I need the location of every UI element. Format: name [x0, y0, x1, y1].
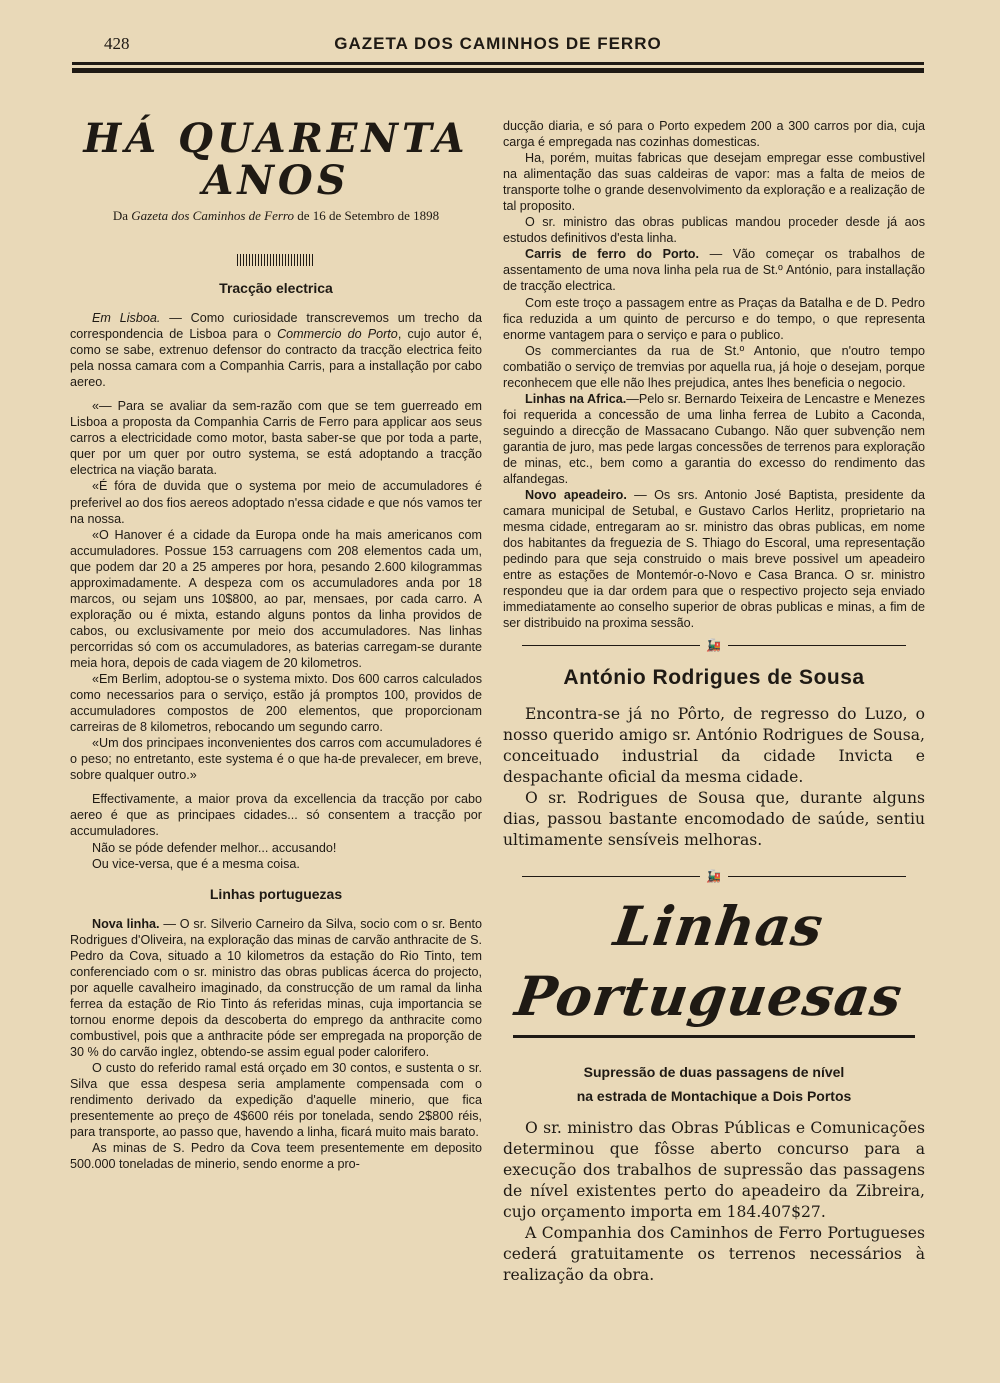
- page-header: [72, 34, 924, 62]
- paragraph: Ha, porém, muitas fabricas que desejam empregar esse combustivel na alimentação das suas caldeiras de vapor: mas a falta de meios de transporte tolhe o grande desenvolvimento da exploração e a realização de tal proposito.: [503, 151, 925, 214]
- subheading-line-1: Supressão de duas passagens de nível: [583, 1063, 845, 1080]
- paragraph-lead: Linhas na Africa.: [525, 391, 627, 406]
- paragraph: ducção diaria, e só para o Porto expedem 200 a 300 carros por dia, cuja carga é empregada nas cozinhas domesticas.: [503, 119, 925, 150]
- header-rule-thin: [72, 62, 924, 65]
- dateline-pre: Da: [112, 208, 132, 223]
- paragraph-lead: Carris de ferro do Porto.: [525, 247, 699, 262]
- paragraph-lead: Novo apeadeiro.: [525, 488, 627, 503]
- ornament-divider: [237, 254, 315, 266]
- paragraph: «Em Berlim, adoptou-se o systema mixto. Dos 600 carros calculados como necessarios para o serviço, estão já promptos 100, providos de accumuladores compostos de 200 elementos, que proporcionam carreiras de 8 kilometros, rebocando um segundo carro.: [70, 672, 482, 735]
- paragraph: Effectivamente, a maior prova da excellencia da tracção por cabo aereo é que as principaes cidades... só consentem a tracção por accumuladores.: [70, 792, 482, 839]
- paragraph-text: , cujo autor é, como se sabe, extrenuo defensor do contracto da tracção electrica feito pela nossa camara com a Companhia Carris, para a installação por cabo aereo.: [70, 327, 483, 390]
- paragraph: Os commerciantes da rua de St.º Antonio, que n'outro tempo combatião o serviço de tremvias por aquella rua, já hoje o desejam, porque reconhecem que elle não lhes prejudica, antes lhes beneficia o negocio.: [503, 343, 925, 390]
- dateline-post: de 16 de Setembro de 1898: [294, 208, 440, 223]
- locomotive-divider-icon: 🚂: [503, 869, 925, 883]
- paragraph: Não se póde defender melhor... accusando!: [92, 840, 337, 855]
- paragraph: O sr. ministro das Obras Públicas e Comunicações determinou que fôsse aberto concurso para a execução dos trabalhos de supressão das passagens de nível existentes perto do apeadeiro da Zibreira, cujo orçamento importa em 184.407$27.: [503, 1118, 925, 1221]
- paragraph: «O Hanover é a cidade da Europa onde ha mais americanos com accumuladores. Possue 153 carruagens com 208 elementos cada um, que podem dar 20 a 25 amperes por hora, pesando 2.600 kilogrammas approximadamente. A despeza com os accumuladores anda por 18 marcos, ou sejam uns 10$800, ao par, mensaes, por cada carro. A exploração ou é mixta, estando alguns pontos da linha providos de cabos, ou exclusivamente por meio dos accumuladores. Nas linhas percorridas só com os accumuladores, as baterias carregam-se durante meia hora, depois de cada viagem de 20 kilometros.: [70, 527, 482, 670]
- article-title: António Rodrigues de Sousa: [563, 665, 865, 689]
- article-subheading: [503, 1060, 925, 1108]
- dateline: [70, 208, 482, 224]
- left-column: [70, 115, 483, 1172]
- locomotive-divider-icon: 🚂: [503, 638, 925, 652]
- paragraph-lead: Nova linha.: [92, 916, 160, 931]
- section-masthead: Linhas Portuguesas: [511, 893, 907, 1028]
- paragraph: [503, 246, 925, 294]
- section-heading-traccao: Tracção electrica: [219, 280, 333, 296]
- header-rule-thick: [72, 68, 924, 73]
- paragraph-text: — O sr. Silverio Carneiro da Silva, socio com o sr. Bento Rodrigues d'Oliveira, na exploração das minas de carvão anthracite de S. Pedro da Cova, situado a 10 kilometros da estação do Rio Tinto, tem conferenciado com o sr. ministro das obras publicas ácerca do projecto, por aquelle cavalheiro imaginado, da construcção de um ramal da linha ferrea da estação de Rio Tinto ás referidas minas, cuja importancia se tornou enorme depois da descoberta do emprego da anthracite como combustivel, pois que a anthracite póde ser empregada na proporção de 30 % do carvão inglez, obtendo-se assim egual poder calorifero.: [70, 916, 482, 1059]
- right-column: [503, 118, 925, 1286]
- paragraph: [70, 310, 482, 390]
- paragraph: Ou vice-versa, que é a mesma coisa.: [92, 856, 300, 871]
- paragraph: [503, 487, 925, 631]
- paragraph: Encontra-se já no Pôrto, de regresso do Luzo, o nosso querido amigo sr. António Rodrigues de Sousa, conceituado industrial da cidade Invicta e despachante oficial da mesma cidade.: [503, 704, 925, 786]
- paragraph: A Companhia dos Caminhos de Ferro Portugueses cederá gratuitamente os terrenos necessários à realização da obra.: [503, 1223, 925, 1284]
- column-title: HÁ QUARENTA ANOS: [83, 115, 469, 204]
- dateline-source: Gazeta dos Caminhos de Ferro: [131, 208, 295, 223]
- paragraph: [503, 391, 925, 487]
- paragraph-text: — Como curiosidade transcrevemos um trecho da correspondencia de Lisboa para o: [70, 311, 482, 342]
- paragraph-text: — Vão começar os trabalhos de assentamento de uma nova linha pela rua de St.º António, para installação de tracção electrica.: [503, 247, 925, 294]
- paragraph: «Um dos principaes inconvenientes dos carros com accumuladores é o peso; no entretanto, este systema é o que ha-de prevalecer, em breve, sobre qualquer outro.»: [70, 736, 482, 783]
- page-number: 428: [104, 34, 130, 53]
- paragraph: O sr. ministro das obras publicas mandou proceder desde já aos estudos definitivos d'esta linha.: [503, 215, 925, 246]
- paragraph: O sr. Rodrigues de Sousa que, durante alguns dias, passou bastante encomodado de saúde, sentiu ultimamente sensíveis melhoras.: [503, 788, 925, 849]
- paragraph-lead: Em Lisboa.: [92, 311, 161, 325]
- paragraph: O custo do referido ramal está orçado em 30 contos, e sustenta o sr. Silva que essa despesa seria amplamente compensada com o rendimento derivado da expedição d'aquelle minerio, que fica presentemente ao preço de 4$600 réis por tonelada, sendo 2$800 réis, para transporte, ao passo que, havendo a linha, ficará muito mais barato.: [70, 1061, 482, 1140]
- subheading-line-2: na estrada de Montachique a Dois Portos: [576, 1087, 852, 1104]
- paragraph: As minas de S. Pedro da Cova teem presentemente em deposito 500.000 toneladas de minerio, sendo enorme a pro-: [70, 1141, 482, 1172]
- paragraph: Com este troço a passagem entre as Praças da Batalha e de D. Pedro fica reduzida a um quinto de percurso e do tempo, o que representa enorme vantagem para o serviço e para o publico.: [503, 295, 925, 342]
- paragraph-text: — Os srs. Antonio José Baptista, presidente da camara municipal de Setubal, e Gustavo Carlos Herlitz, proprietario na mesma cidade, entregaram ao sr. ministro das obras publicas, em nome dos habitantes da freguezia de S. Thiago do Escoral, uma representação pedindo para que seja construido o mais breve possivel um apeadeiro entre as estações de Montemór-o-Novo e Casa Branca. O sr. ministro respondeu que ia dar ordem para que o respectivo projecto seja enviado immediatamente ao conselho superior de obras publicas e minas, a fim de ser distribuido na proxima sessão.: [503, 488, 925, 631]
- section-heading-linhas: Linhas portuguezas: [209, 885, 343, 902]
- publication-title: GAZETA DOS CAMINHOS DE FERRO: [334, 34, 662, 53]
- paragraph: [70, 916, 482, 1060]
- paragraph-text: —Pelo sr. Bernardo Teixeira de Lencastre e Menezes foi requerida a concessão de uma linha ferrea de Lubito a Caconda, seguindo a direcção de Massacano Cubango. Não quer subvenção nem garantia de juro, mas pede largas concessões de terrenos para exploração de minas, etc., bem como a garantia do excesso do rendimento das alfandegas.: [503, 391, 925, 487]
- paragraph: «É fóra de duvida que o systema por meio de accumuladores é preferivel ao dos fios aereos adoptado n'essa cidade e que nós vamos ter na nossa.: [70, 479, 482, 526]
- newspaper-name: Commercio do Porto: [277, 327, 398, 342]
- masthead-rule: [513, 1035, 915, 1038]
- paragraph: «— Para se avaliar da sem-razão com que se tem guerreado em Lisboa a proposta da Companhia Carris de Ferro para applicar aos seus carros a electricidade como motor, basta saber-se que por toda a parte, quer por um quer por outro systema, se está adoptando a tracção electrica na viação barata.: [70, 399, 482, 478]
